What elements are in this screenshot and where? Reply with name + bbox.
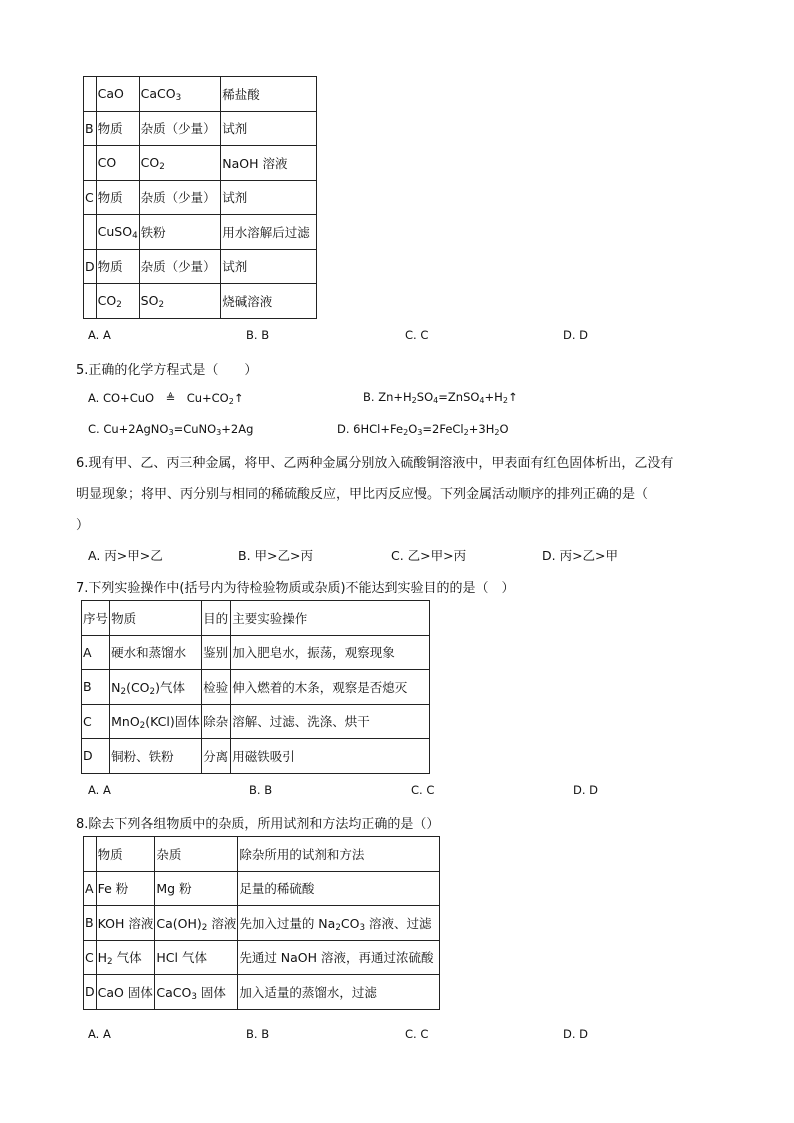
q7-cell: D [82,739,110,774]
q4-cell [84,146,97,181]
q7-cell: 溶解、过滤、洗涤、烘干 [231,704,430,739]
q8-cell: 杂质 [155,837,238,872]
q8-cell: B [84,906,97,941]
q7-option-a[interactable]: A. A [88,783,111,797]
q6-option-c[interactable]: C. 乙>甲>丙 [391,548,467,563]
q4-cell: 铁粉 [139,215,221,250]
q7-cell: B [82,670,110,705]
q8-cell: KOH 溶液 [96,906,155,941]
q8-cell: C [84,940,97,975]
q7-option-c[interactable]: C. C [411,783,435,797]
q7-cell: 除杂 [202,704,231,739]
q8-table [83,836,440,1010]
q4-row [84,111,317,146]
q8-cell: 先加入过量的 $Na_2CO_3$ 溶液、过滤 [238,906,440,941]
q7-row [82,635,430,670]
q8-row [84,940,440,975]
q4-cell: 试剂 [221,111,317,146]
q4-cell [84,284,97,319]
q6-stem-line1: 6.现有甲、乙、丙三种金属，将甲、乙两种金属分别放入硫酸铜溶液中，甲表面有红色固体析出，乙没有 [76,456,674,471]
q7-cell: 鉴别 [202,635,231,670]
q7-cell: 加入肥皂水，振荡，观察现象 [231,635,430,670]
q4-table [83,76,317,319]
q8-cell: CaO 固体 [96,975,155,1010]
q7-stem: 7.下列实验操作中(括号内为待检验物质或杂质)不能达到实验目的的是（ ） [76,581,515,596]
q8-header-row [84,837,440,872]
q4-cell: 物质 [96,111,139,146]
q4-cell: $CO_2$ [96,284,139,319]
q5-option-b[interactable]: B. $Zn+H_2SO_4=ZnSO_4+H_2↑$ [363,390,518,405]
q7-cell: A [82,635,110,670]
q4-cell: 试剂 [221,180,317,215]
q5-stem: 5.正确的化学方程式是（ ） [76,363,258,378]
q7-cell: 物质 [110,601,202,636]
q4-option-b[interactable]: B. B [246,328,270,342]
q8-cell: 物质 [96,837,155,872]
q4-row [84,215,317,250]
q6-option-d[interactable]: D. 丙>乙>甲 [542,548,619,563]
q4-cell: 物质 [96,180,139,215]
q4-cell [84,215,97,250]
q4-cell: $CO_2$ [139,146,221,181]
q8-cell: $H_2$ 气体 [96,940,155,975]
q4-cell: 杂质（少量） [139,180,221,215]
q8-cell: 除杂所用的试剂和方法 [238,837,440,872]
q8-cell: CaCO$_3$ 固体 [155,975,238,1010]
q4-row [84,249,317,284]
q7-table [81,600,430,774]
q8-cell: 加入适量的蒸馏水，过滤 [238,975,440,1010]
q7-cell: C [82,704,110,739]
q8-cell [84,837,97,872]
q6-stem-line2: 明显现象；将甲、丙分别与相同的稀硫酸反应，甲比丙反应慢。下列金属活动顺序的排列正确的是（ [76,487,649,502]
q7-cell: 伸入燃着的木条，观察是否熄灭 [231,670,430,705]
q7-row [82,670,430,705]
q4-cell: CaO [96,77,139,112]
q7-cell: 主要实验操作 [231,601,430,636]
q4-cell: CO [96,146,139,181]
q4-option-d[interactable]: D. D [563,328,589,342]
q8-cell: D [84,975,97,1010]
q8-row [84,975,440,1010]
q7-cell: 目的 [202,601,231,636]
q4-cell: 物质 [96,249,139,284]
q8-cell: 足量的稀硫酸 [238,871,440,906]
q4-cell: CuSO$_4$ [96,215,139,250]
q4-cell: 用水溶解后过滤 [221,215,317,250]
q6-stem-line3: ） [76,518,90,533]
q4-row [84,77,317,112]
q4-cell: 试剂 [221,249,317,284]
q7-option-b[interactable]: B. B [249,783,273,797]
q4-cell: C [84,180,97,215]
q6-option-b[interactable]: B. 甲>乙>丙 [238,548,313,563]
q7-option-d[interactable]: D. D [573,783,599,797]
q7-cell: $N_2(CO_2)$气体 [110,670,202,705]
q7-cell: MnO$_2$(KCl)固体 [110,704,202,739]
q6-option-a[interactable]: A. 丙>甲>乙 [88,548,163,563]
q4-option-a[interactable]: A. A [88,328,111,342]
q4-row [84,180,317,215]
q8-cell: 先通过 NaOH 溶液，再通过浓硫酸 [238,940,440,975]
q7-cell: 检验 [202,670,231,705]
q8-cell: HCl 气体 [155,940,238,975]
q4-cell: CaCO$_3$ [139,77,221,112]
q4-cell: 稀盐酸 [221,77,317,112]
q4-cell: 杂质（少量） [139,249,221,284]
q4-cell: NaOH 溶液 [221,146,317,181]
q8-row [84,871,440,906]
q8-option-d[interactable]: D. D [563,1027,589,1041]
q4-cell [84,77,97,112]
q7-header-row [82,601,430,636]
q5-option-c[interactable]: C. Cu+2AgNO$_3$=CuNO$_3$+2Ag [88,422,254,437]
q7-row [82,739,430,774]
q4-cell: B [84,111,97,146]
q8-option-c[interactable]: C. C [405,1027,429,1041]
q8-stem: 8.除去下列各组物质中的杂质，所用试剂和方法均正确的是（） [76,817,440,832]
q7-cell: 铜粉、铁粉 [110,739,202,774]
q8-option-a[interactable]: A. A [88,1027,111,1041]
q8-row [84,906,440,941]
q4-cell: D [84,249,97,284]
q7-row [82,704,430,739]
q8-cell: $Ca(OH)_2$ 溶液 [155,906,238,941]
q8-cell: Mg 粉 [155,871,238,906]
q7-cell: 用磁铁吸引 [231,739,430,774]
q7-cell: 序号 [82,601,110,636]
q7-cell: 分离 [202,739,231,774]
q7-cell: 硬水和蒸馏水 [110,635,202,670]
q4-cell: $SO_2$ [139,284,221,319]
q8-cell: Fe 粉 [96,871,155,906]
q4-cell: 杂质（少量） [139,111,221,146]
q4-row [84,146,317,181]
q4-cell: 烧碱溶液 [221,284,317,319]
q5-option-a[interactable]: A. CO+CuO ≜ $Cu+CO_2↑$ [88,391,244,406]
q4-row [84,284,317,319]
q4-option-c[interactable]: C. C [405,328,429,342]
q8-option-b[interactable]: B. B [246,1027,270,1041]
q5-option-d[interactable]: D. $6HCl+Fe_2O_3=2FeCl_2+3H_2O$ [337,422,509,437]
q8-cell: A [84,871,97,906]
